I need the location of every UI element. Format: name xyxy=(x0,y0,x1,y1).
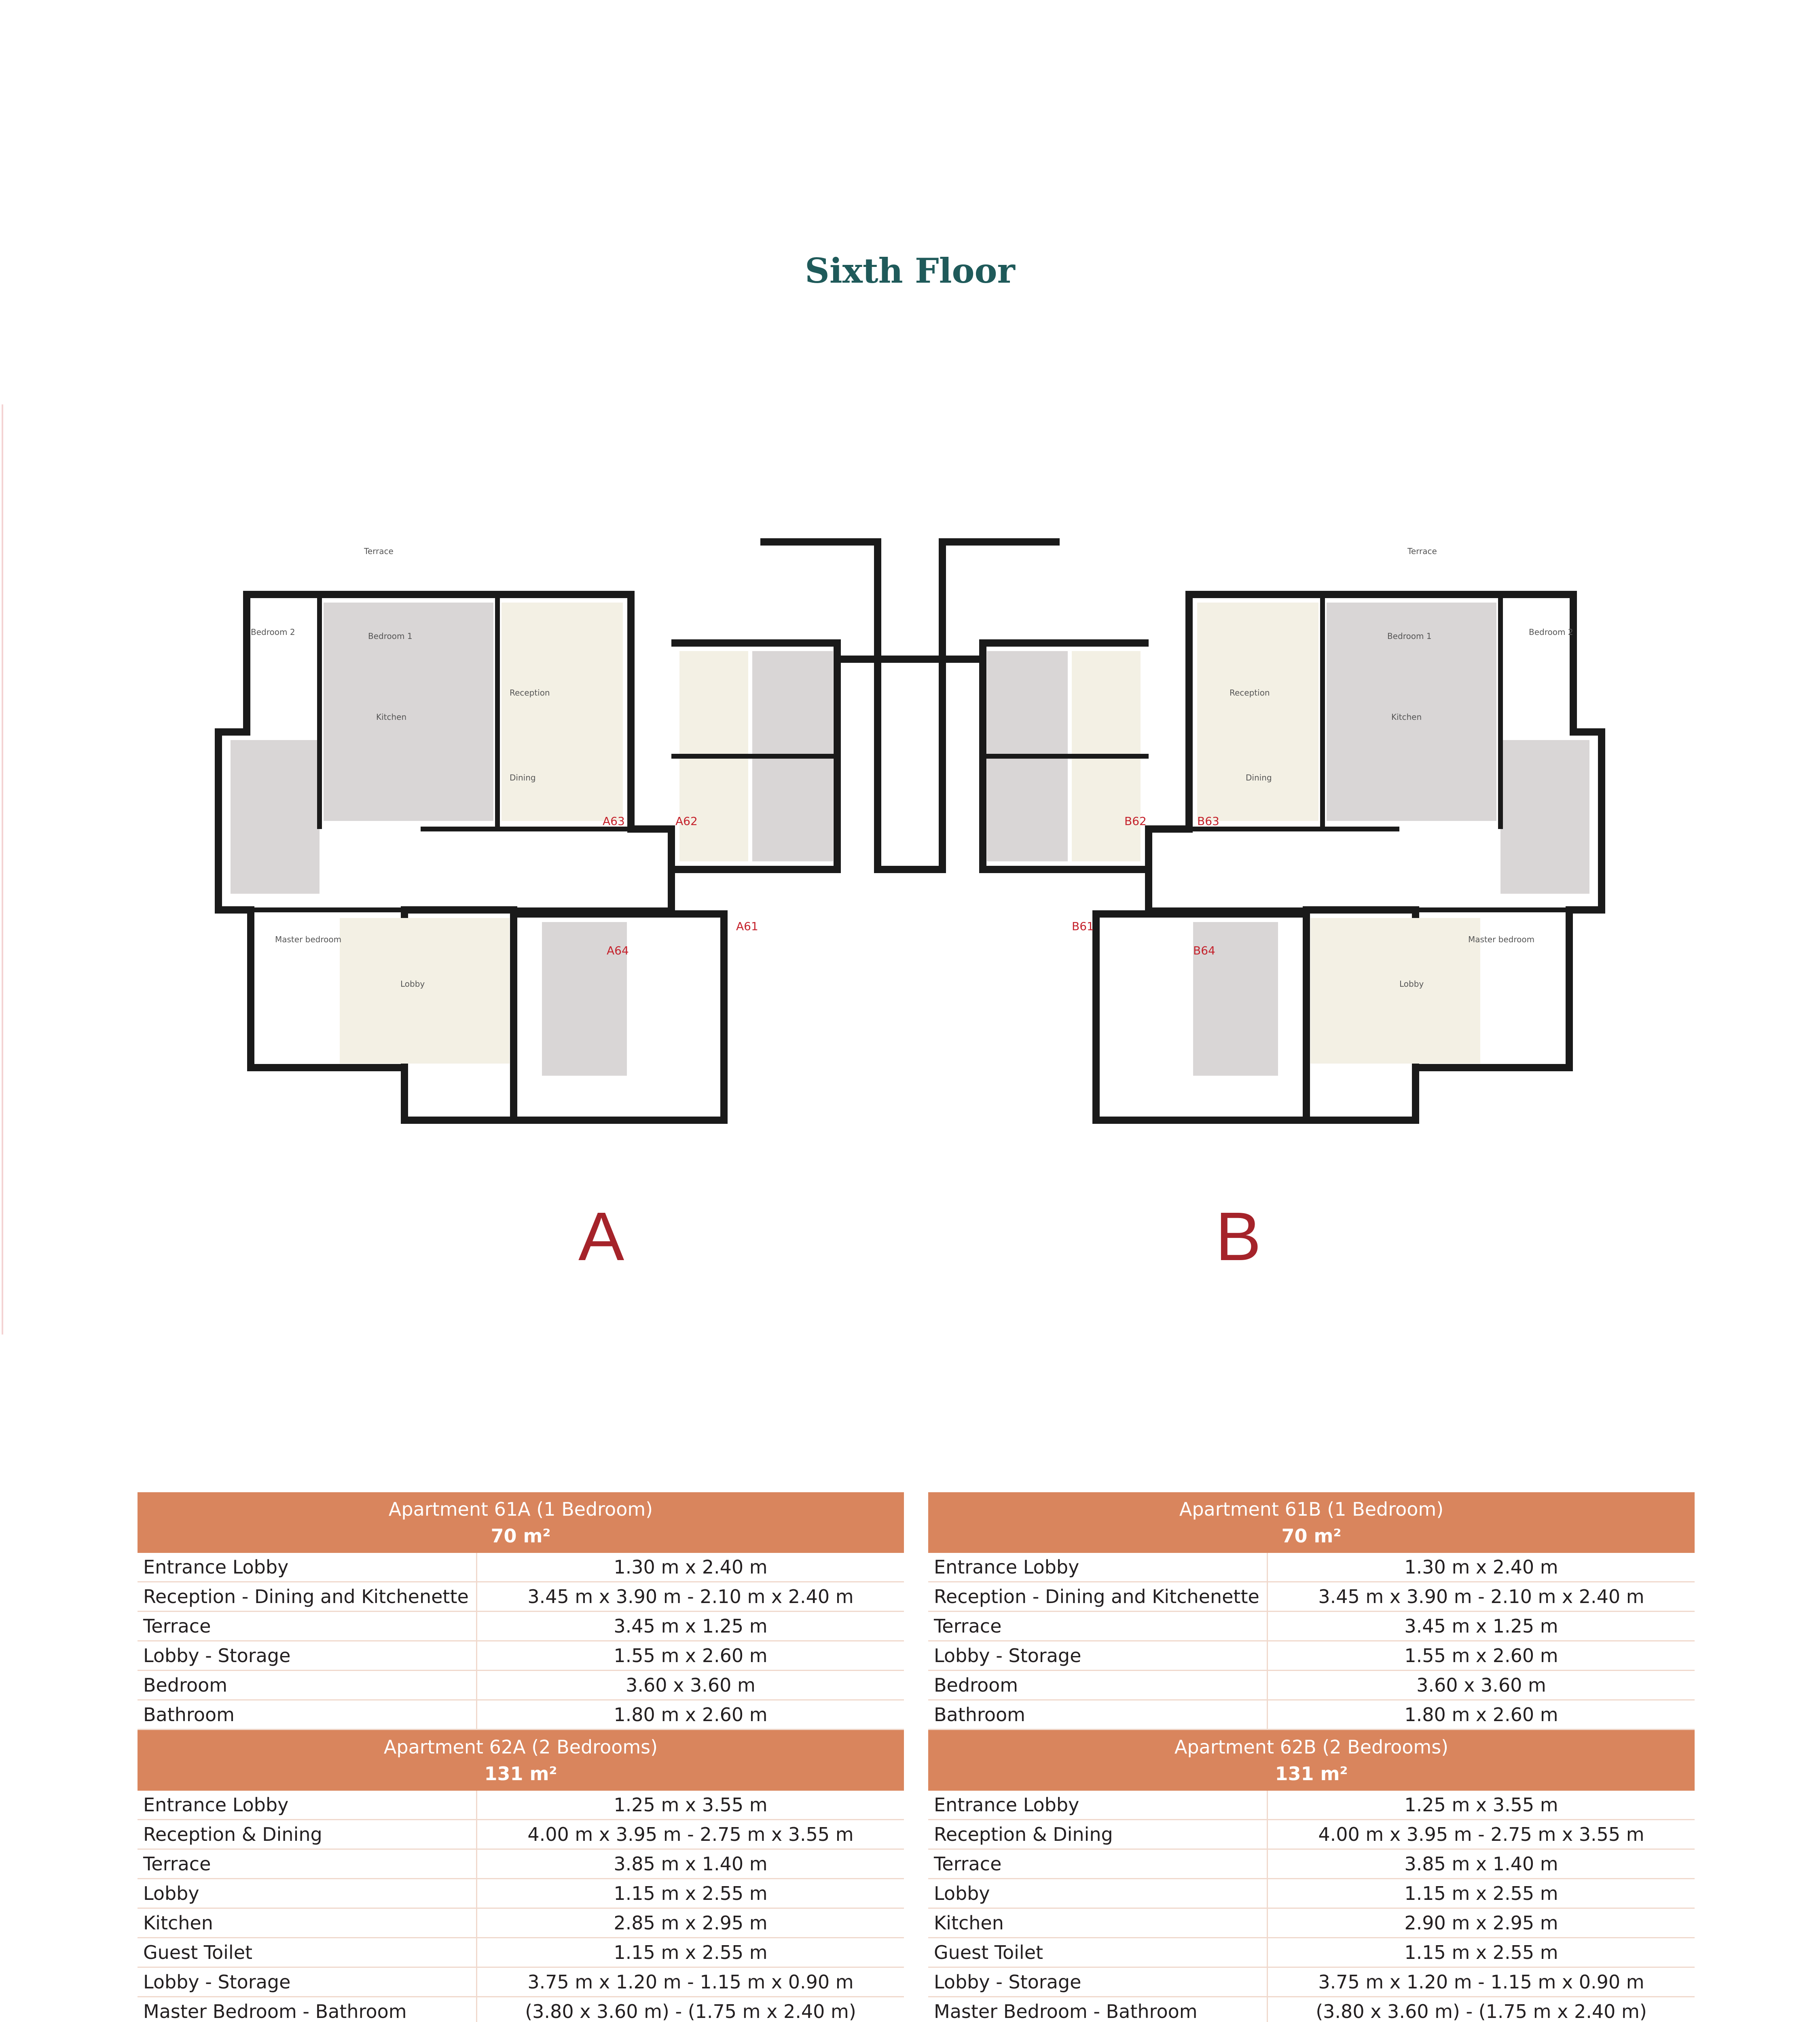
table-row xyxy=(138,1791,904,1820)
building-b-label: B xyxy=(1215,1198,1261,1275)
room-name: Kitchen xyxy=(138,1909,477,1937)
apartment-table xyxy=(928,1492,1695,1730)
room-name: Bedroom xyxy=(928,1671,1268,1699)
room-name: Guest Toilet xyxy=(928,1938,1268,1967)
room-dimensions: 3.85 m x 1.40 m xyxy=(614,1853,768,1875)
table-row xyxy=(138,1671,904,1701)
apartment-area: 131 m² xyxy=(1275,1763,1348,1785)
apartment-area: 131 m² xyxy=(484,1763,557,1785)
page-title: Sixth Floor xyxy=(805,251,1015,291)
room-name: Lobby - Storage xyxy=(138,1968,477,1996)
table-row xyxy=(928,1968,1695,1997)
apartment-header xyxy=(138,1730,904,1791)
table-row xyxy=(138,1968,904,1997)
room-name: Reception - Dining and Kitchenette xyxy=(138,1582,477,1611)
svg-text:Kitchen: Kitchen xyxy=(1391,712,1422,722)
floor-plan xyxy=(194,506,1626,1161)
apartment-tables xyxy=(138,1492,1695,2022)
table-row xyxy=(138,1582,904,1612)
room-dimensions: (3.80 x 3.60 m) - (1.75 m x 2.40 m) xyxy=(1316,2001,1647,2022)
svg-text:Bedroom 1: Bedroom 1 xyxy=(1387,631,1432,641)
room-name: Entrance Lobby xyxy=(138,1553,477,1581)
room-dimensions: 3.45 m x 1.25 m xyxy=(614,1615,768,1637)
table-row xyxy=(138,1553,904,1582)
svg-text:Terrace: Terrace xyxy=(1407,546,1437,556)
room-dimensions: 3.45 m x 3.90 m - 2.10 m x 2.40 m xyxy=(527,1586,854,1607)
room-dimensions: (3.80 x 3.60 m) - (1.75 m x 2.40 m) xyxy=(525,2001,856,2022)
table-row xyxy=(928,1701,1695,1730)
room-name: Entrance Lobby xyxy=(138,1791,477,1819)
room-name: Master Bedroom - Bathroom xyxy=(928,1997,1268,2022)
table-row xyxy=(138,1641,904,1671)
room-dimensions: 1.55 m x 2.60 m xyxy=(614,1645,768,1667)
svg-text:Master bedroom: Master bedroom xyxy=(275,935,342,944)
apartment-name: Apartment 62A (2 Bedrooms) xyxy=(383,1736,658,1758)
room-name: Lobby - Storage xyxy=(138,1641,477,1670)
room-name: Lobby - Storage xyxy=(928,1968,1268,1996)
apartment-header xyxy=(928,1730,1695,1791)
room-dimensions: 1.15 m x 2.55 m xyxy=(1404,1942,1558,1963)
table-row xyxy=(138,1879,904,1909)
room-name: Entrance Lobby xyxy=(928,1791,1268,1819)
apartment-name: Apartment 61A (1 Bedroom) xyxy=(388,1498,653,1520)
table-row xyxy=(928,1671,1695,1701)
table-row xyxy=(138,1612,904,1641)
svg-text:Dining: Dining xyxy=(1246,773,1272,783)
room-dimensions: 1.30 m x 2.40 m xyxy=(614,1556,768,1578)
room-dimensions: 3.85 m x 1.40 m xyxy=(1404,1853,1558,1875)
page-edge-rule xyxy=(2,404,3,1335)
room-dimensions: 1.15 m x 2.55 m xyxy=(614,1882,768,1904)
room-name: Lobby xyxy=(928,1879,1268,1908)
room-dimensions: 3.60 x 3.60 m xyxy=(626,1674,756,1696)
room-name: Lobby xyxy=(138,1879,477,1908)
svg-text:Dining: Dining xyxy=(510,773,536,783)
room-dimensions: 1.55 m x 2.60 m xyxy=(1404,1645,1558,1667)
room-dimensions: 1.80 m x 2.60 m xyxy=(614,1704,768,1726)
table-row xyxy=(928,1553,1695,1582)
room-dimensions: 3.60 x 3.60 m xyxy=(1416,1674,1546,1696)
room-name: Kitchen xyxy=(928,1909,1268,1937)
room-name: Bedroom xyxy=(138,1671,477,1699)
building-a-label: A xyxy=(578,1198,624,1275)
room-name: Terrace xyxy=(138,1612,477,1640)
svg-text:Lobby: Lobby xyxy=(1399,979,1424,989)
svg-text:A61: A61 xyxy=(736,920,758,933)
svg-text:Bedroom 1: Bedroom 1 xyxy=(368,631,413,641)
table-row xyxy=(138,1820,904,1850)
table-row xyxy=(138,1997,904,2022)
room-dimensions: 1.25 m x 3.55 m xyxy=(614,1794,768,1816)
apartment-table xyxy=(928,1730,1695,2022)
room-name: Guest Toilet xyxy=(138,1938,477,1967)
room-name: Reception - Dining and Kitchenette xyxy=(928,1582,1268,1611)
apartment-area: 70 m² xyxy=(1281,1525,1342,1547)
room-dimensions: 1.15 m x 2.55 m xyxy=(614,1942,768,1963)
svg-text:B62: B62 xyxy=(1124,814,1147,828)
svg-text:Master bedroom: Master bedroom xyxy=(1468,935,1535,944)
svg-text:Bedroom 2: Bedroom 2 xyxy=(251,627,295,637)
table-row xyxy=(928,1641,1695,1671)
room-name: Reception & Dining xyxy=(928,1820,1268,1849)
room-name: Lobby - Storage xyxy=(928,1641,1268,1670)
room-name: Terrace xyxy=(928,1612,1268,1640)
apartment-column-a xyxy=(138,1492,904,2022)
apartment-column-b xyxy=(928,1492,1695,2022)
room-dimensions: 4.00 m x 3.95 m - 2.75 m x 3.55 m xyxy=(527,1823,854,1845)
apartment-header xyxy=(928,1492,1695,1553)
svg-text:B63: B63 xyxy=(1197,814,1219,828)
svg-text:B61: B61 xyxy=(1072,920,1094,933)
table-row xyxy=(928,1879,1695,1909)
apartment-header xyxy=(138,1492,904,1553)
svg-text:A64: A64 xyxy=(607,944,629,957)
table-row xyxy=(138,1701,904,1730)
room-dimensions: 3.45 m x 1.25 m xyxy=(1404,1615,1558,1637)
svg-text:Kitchen: Kitchen xyxy=(376,712,407,722)
apartment-name: Apartment 61B (1 Bedroom) xyxy=(1179,1498,1444,1520)
table-row xyxy=(928,1612,1695,1641)
svg-text:A63: A63 xyxy=(603,814,625,828)
svg-text:A62: A62 xyxy=(675,814,698,828)
room-dimensions: 2.85 m x 2.95 m xyxy=(614,1912,768,1934)
room-dimensions: 2.90 m x 2.95 m xyxy=(1404,1912,1558,1934)
table-row xyxy=(928,1582,1695,1612)
room-dimensions: 1.25 m x 3.55 m xyxy=(1404,1794,1558,1816)
apartment-name: Apartment 62B (2 Bedrooms) xyxy=(1174,1736,1449,1758)
table-row xyxy=(138,1938,904,1968)
room-dimensions: 3.75 m x 1.20 m - 1.15 m x 0.90 m xyxy=(527,1971,854,1993)
apartment-table xyxy=(138,1492,904,1730)
svg-text:Bedroom 2: Bedroom 2 xyxy=(1529,627,1573,637)
room-dimensions: 1.80 m x 2.60 m xyxy=(1404,1704,1558,1726)
table-row xyxy=(928,1850,1695,1879)
room-name: Terrace xyxy=(928,1850,1268,1878)
svg-text:Reception: Reception xyxy=(1230,688,1270,698)
room-dimensions: 1.15 m x 2.55 m xyxy=(1404,1882,1558,1904)
room-name: Bathroom xyxy=(138,1701,477,1729)
room-dimensions: 4.00 m x 3.95 m - 2.75 m x 3.55 m xyxy=(1318,1823,1644,1845)
room-name: Terrace xyxy=(138,1850,477,1878)
room-name: Entrance Lobby xyxy=(928,1553,1268,1581)
table-row xyxy=(928,1938,1695,1968)
table-row xyxy=(138,1850,904,1879)
apartment-table xyxy=(138,1730,904,2022)
room-name: Reception & Dining xyxy=(138,1820,477,1849)
svg-text:Terrace: Terrace xyxy=(364,546,394,556)
svg-text:Reception: Reception xyxy=(510,688,550,698)
table-row xyxy=(928,1791,1695,1820)
table-row xyxy=(928,1997,1695,2022)
room-name: Bathroom xyxy=(928,1701,1268,1729)
apartment-area: 70 m² xyxy=(491,1525,551,1547)
svg-text:B64: B64 xyxy=(1193,944,1215,957)
svg-text:Lobby: Lobby xyxy=(400,979,425,989)
table-row xyxy=(928,1820,1695,1850)
room-dimensions: 3.75 m x 1.20 m - 1.15 m x 0.90 m xyxy=(1318,1971,1644,1993)
room-dimensions: 3.45 m x 3.90 m - 2.10 m x 2.40 m xyxy=(1318,1586,1644,1607)
room-name: Master Bedroom - Bathroom xyxy=(138,1997,477,2022)
room-dimensions: 1.30 m x 2.40 m xyxy=(1404,1556,1558,1578)
table-row xyxy=(138,1909,904,1938)
table-row xyxy=(928,1909,1695,1938)
